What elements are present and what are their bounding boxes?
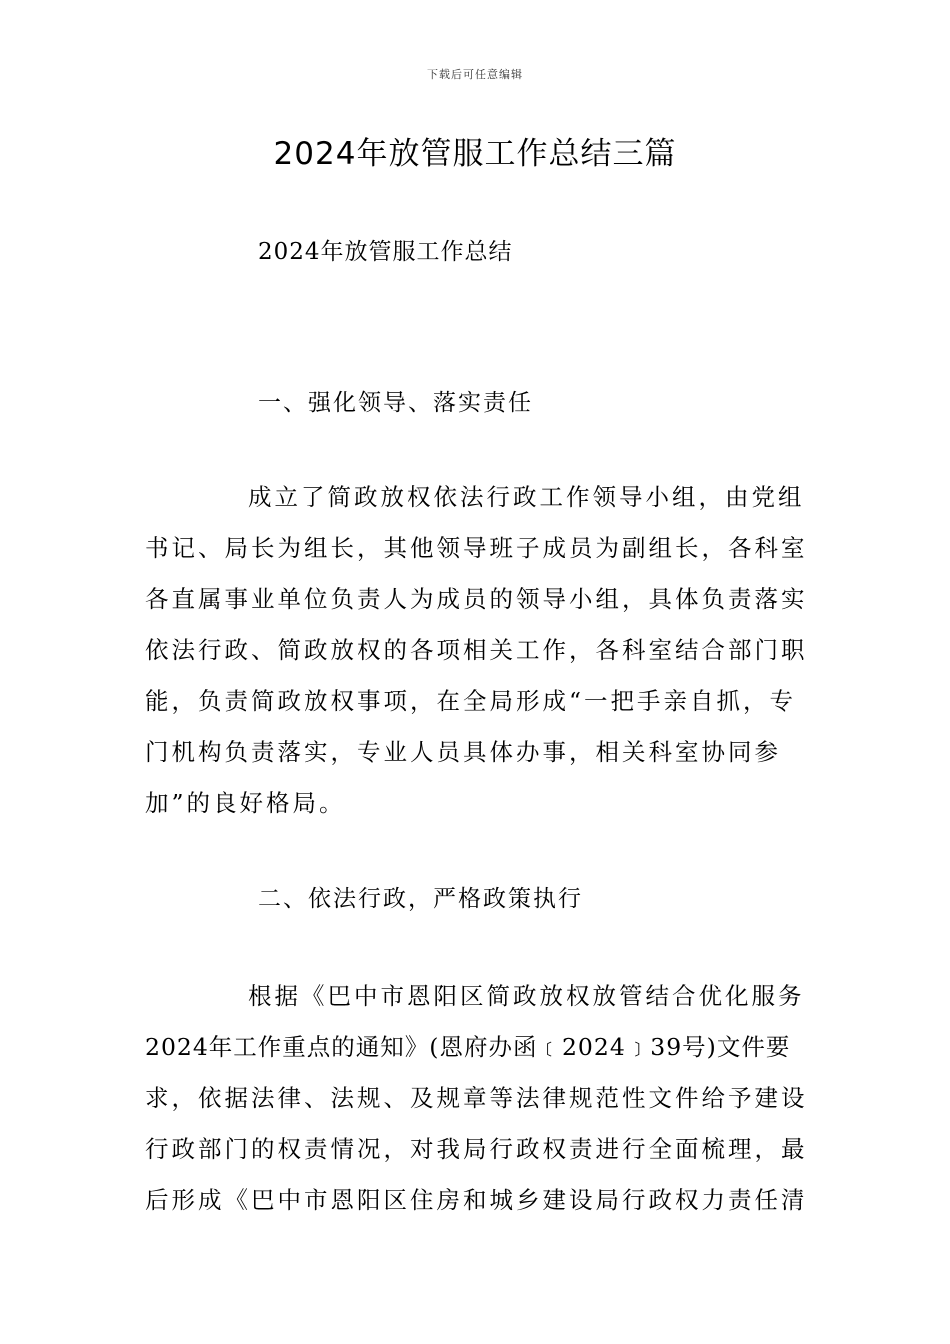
paragraph-line: 根据《巴中市恩阳区简政放权放管结合优化服务 [248, 982, 805, 1010]
paragraph-line: 各直属事业单位负责人为成员的领导小组，具体负责落实 [145, 585, 808, 613]
paragraph-line: 行政部门的权责情况，对我局行政权责进行全面梳理，最 [145, 1135, 808, 1163]
document-subtitle: 2024年放管服工作总结 [258, 239, 513, 265]
paragraph-line: 求，依据法律、法规、及规章等法律规范性文件给予建设 [145, 1084, 808, 1112]
download-watermark: 下载后可任意编辑 [427, 68, 523, 81]
paragraph-line: 依法行政、简政放权的各项相关工作，各科室结合部门职 [145, 636, 808, 664]
section-paragraph-2 [145, 971, 813, 1226]
paragraph-line: 书记、局长为组长，其他领导班子成员为副组长，各科室 [145, 534, 808, 562]
paragraph-line: 成立了简政放权依法行政工作领导小组，由党组 [248, 483, 805, 511]
paragraph-line: 后形成《巴中市恩阳区住房和城乡建设局行政权力责任清 [145, 1186, 808, 1214]
section-heading-1: 一、强化领导、落实责任 [258, 390, 533, 416]
paragraph-line: 门机构负责落实，专业人员具体办事，相关科室协同参 [145, 738, 781, 766]
paragraph-line: 加”的良好格局。 [145, 789, 346, 817]
paragraph-line: 2024年工作重点的通知》(恩府办函﹝2024﹞39号)文件要 [145, 1033, 791, 1061]
document-title: 2024年放管服工作总结三篇 [273, 136, 677, 172]
paragraph-line: 能，负责简政放权事项，在全局形成“一把手亲自抓，专 [145, 687, 797, 715]
section-paragraph-1 [145, 472, 813, 829]
section-heading-2: 二、依法行政，严格政策执行 [258, 886, 583, 912]
